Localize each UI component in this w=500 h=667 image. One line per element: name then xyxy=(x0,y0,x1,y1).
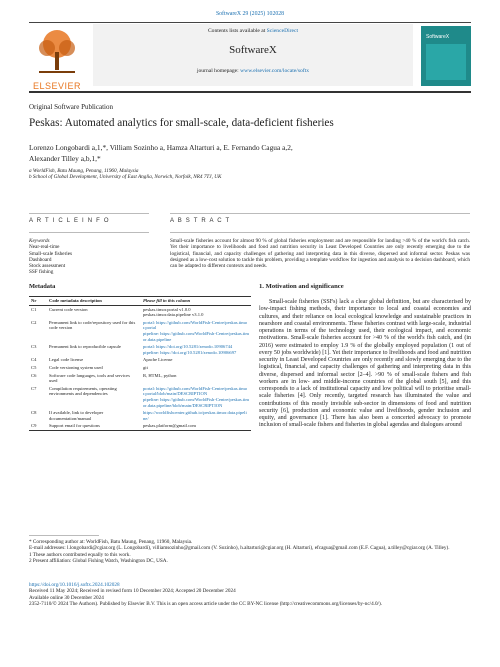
footnote-rule xyxy=(29,535,99,536)
elsevier-logo xyxy=(29,26,85,91)
row-description: Compilation requirements, operating environments and dependencies xyxy=(49,385,117,397)
affiliation-a: a WorldFish, Batu Maung, Penang, 11960, Malaysia xyxy=(29,168,139,174)
row-description: Legal code license xyxy=(49,357,84,363)
footnote-emails[interactable]: E-mail addresses: l.longobardi@cgiar.org (L. Longobardi), villiamsozinho@gmail.com (V. Sozinho), h.altarturi@cgiar.org (H. Altarturi), efcagua@gmail.com (E.F. Cagua), a.tilley@cgiar.org (A. Tilley). xyxy=(29,545,450,552)
row-value: peskas.timor.portal v1.0.0 peskas.timor.data.pipeline v3.1.0 xyxy=(143,306,204,318)
article-info-rule xyxy=(29,213,149,214)
contents-line xyxy=(93,28,413,35)
article-type: Original Software Publication xyxy=(29,103,113,111)
row-value: git xyxy=(143,364,148,370)
footnote-equal-contribution: 1 These authors contributed equally to this work. xyxy=(29,551,131,558)
section-1-body: Small-scale fisheries (SSFs) lack a clear global definition, but are characterised by low-impact fishing methods, their importance to local and coastal economies and cultures, and their reliance on local ecological knowledge and sustainable practices in nearshore and coastal environments. These fisheries contrast with large-scale, industrial operations in terms of the technology used, their ecological impact, and economic motivations. Small-scale fisheries account for >40 % of the world's fish catch, and (in 2016) were estimated to employ 1.9 % of the globally employed population (1 out of every 50 jobs worldwide) [1]. Yet their importance to livelihoods and food and nutrition security in Least Developed Countries are only recently and slowly emerging due to the logistical, financial, and capacity challenges of gathering and interpreting data in this diverse, dispersed and informal sector [2–4]. >90 % of small-scale fishers and fish workers are in low- and middle-income countries of the global south [5], and this corresponds to a lack of institutional capacity and low political will to prioritise small-scale fisheries [4]. Only recently, targeted research has illuminated the value and contributions of this mostly invisible sub-sector in dimensions of food and nutrition security [6], production and economic value and livelihoods, gender inclusion and equity, and governance [1]. There has also been a concerted advocacy to promote inclusion of small-scale fishers and fisheries in global agendas and dialogues around xyxy=(259,299,471,429)
table-row xyxy=(29,356,251,364)
row-nr: C3 xyxy=(31,344,37,350)
cover-title: SoftwareX xyxy=(426,34,450,40)
row-nr: C9 xyxy=(29,422,47,430)
row-description: Permanent link to code/repository used for this code version xyxy=(49,319,136,331)
footnotes xyxy=(29,539,471,564)
row-nr: C4 xyxy=(31,357,37,363)
row-description: Software code languages, tools and services used xyxy=(49,372,130,384)
article-info-rule-2 xyxy=(29,232,149,233)
keyword: Near-real-time xyxy=(29,244,60,251)
journal-cover-image xyxy=(421,26,471,86)
homepage-prefix: journal homepage: xyxy=(196,67,241,74)
table-header-row xyxy=(29,297,251,306)
author-list xyxy=(29,143,469,164)
section-1-heading: 1. Motivation and significance xyxy=(259,283,344,290)
article-info-heading: A R T I C L E I N F O xyxy=(29,218,110,224)
row-description: Code versioning system used xyxy=(49,364,103,370)
doi-link[interactable]: https://doi.org/10.1016/j.softx.2024.102028 xyxy=(29,582,120,588)
keywords-label: Keywords xyxy=(29,238,50,244)
table-row xyxy=(29,409,251,422)
keyword: Stock assessment xyxy=(29,263,66,270)
publisher-name: ELSEVIER xyxy=(32,81,82,91)
row-value: R, HTML, python xyxy=(143,372,177,378)
footnote-present-affiliation: 2 Present affiliation: Global Fishing Watch, Washington DC, USA. xyxy=(29,557,168,564)
row-description: If available, link to developer documentation/manual xyxy=(49,410,104,421)
row-description: Current code version xyxy=(49,306,88,312)
header-top-rule xyxy=(29,22,471,23)
row-value-link[interactable]: portal: https://doi.org/10.5281/zenodo.10906744 pipeline: https://doi.org/10.5281/zenodo.10906697 xyxy=(143,344,237,355)
row-value-link[interactable]: https://worldfishcenter.github.io/peskas.timor.data.pipeline/ xyxy=(143,410,247,421)
table-row xyxy=(29,385,251,409)
row-description: Permanent link to reproducible capsule xyxy=(49,344,121,350)
column-header-description: Code metadata description xyxy=(47,297,141,306)
keyword: Small-scale fisheries xyxy=(29,250,73,257)
contents-prefix: Contents lists available at xyxy=(207,28,267,34)
journal-name: SoftwareX xyxy=(229,43,277,56)
row-nr: C6 xyxy=(31,372,37,378)
sciencedirect-link[interactable]: ScienceDirect xyxy=(266,28,299,34)
license-statement[interactable]: 2352-7110/© 2024 The Authors). Published by Elsevier B.V. This is an open access article under the CC BY-NC license (http://creativecommons.org/licenses/by-nc/4.0/). xyxy=(29,600,383,607)
row-nr: C8 xyxy=(31,410,37,416)
homepage-line xyxy=(93,68,413,75)
row-value-link[interactable]: portal: https://github.com/WorldFish-Centre/peskas.timor.portal/blob/main/DESCRIPTION pipeline: https://github.com/WorldFish-Centre/peskas.timor.data.pipeline/blob/main/DESCRIPTION xyxy=(143,385,249,408)
affiliation-b: b School of Global Development, University of East Anglia, Norwich, Norfolk, NR4 7TJ, UK xyxy=(29,174,222,181)
column-header-nr: Nr xyxy=(29,297,47,306)
row-nr: C2 xyxy=(31,319,37,325)
row-value-link[interactable]: portal: https://github.com/WorldFish-Centre/peskas.timor.portal pipeline: https://github.com/WorldFish-Centre/peskas.timor.data.pipeline xyxy=(143,319,249,342)
table-row xyxy=(29,305,251,319)
keyword: SSF fishing xyxy=(29,269,54,276)
journal-citation[interactable]: SoftwareX 29 (2025) 102028 xyxy=(215,11,285,17)
cover-graphic xyxy=(426,44,466,80)
row-description: Support email for questions xyxy=(47,422,141,430)
authors-line-1[interactable]: Lorenzo Longobardi a,1,*, Villiam Sozinho a, Hamza Altarturi a, E. Fernando Cagua a,2, xyxy=(29,143,293,152)
table-row xyxy=(29,343,251,356)
row-value: peskas.platform@gmail.com xyxy=(141,422,251,430)
article-title: Peskas: Automated analytics for small-scale, data-deficient fisheries xyxy=(29,117,334,129)
authors-line-2[interactable]: Alexander Tilley a,b,1,* xyxy=(29,153,101,163)
column-header-value: Please fill in this column xyxy=(141,297,251,306)
table-row xyxy=(29,422,251,430)
available-online: Available online 30 December 2024 xyxy=(29,594,104,601)
metadata-table-wrap xyxy=(29,296,251,431)
article-history: Received 11 May 2024; Received in revised form 10 December 2024; Accepted 20 December 2024 xyxy=(29,588,236,595)
metadata-heading: Metadata xyxy=(29,283,56,290)
abstract-rule xyxy=(170,213,470,214)
abstract-heading: A B S T R A C T xyxy=(170,218,231,224)
homepage-link[interactable]: www.elsevier.com/locate/softx xyxy=(240,67,310,74)
row-nr: C5 xyxy=(31,364,37,370)
metadata-table xyxy=(29,296,251,431)
abstract-rule-2 xyxy=(170,232,470,233)
row-nr: C1 xyxy=(31,306,37,312)
journal-header-box xyxy=(93,24,413,86)
footnote-corresponding: * Corresponding author at: WorldFish, Batu Maung, Penang, 11960, Malaysia. xyxy=(29,539,193,545)
publication-info xyxy=(29,582,471,607)
table-row xyxy=(29,364,251,372)
abstract-text: Small-scale fisheries account for almost 90 % of global fisheries employment and are responsible for landing >40 % of the world's fish catch. Yet their importance to livelihoods and food and nutrition security in Least Developed Countries are only recently emerging due to the logistical, financial, and capacity challenges of gathering and interpreting data in this diverse, dispersed and informal sector. Peskas was designed as a low-cost solution to tackle this problem, providing a template workflow for ingestion and analysis to a decision dashboard, which can be adapted to different contexts and needs. xyxy=(170,238,470,270)
row-nr: C7 xyxy=(31,385,37,391)
keywords-block xyxy=(29,238,149,276)
row-value: Apache License xyxy=(143,357,173,363)
affiliations xyxy=(29,168,469,181)
header-bottom-rule xyxy=(29,91,471,93)
elsevier-tree-icon xyxy=(29,26,85,76)
keyword: Dashboard xyxy=(29,256,52,263)
table-row xyxy=(29,319,251,343)
table-row xyxy=(29,372,251,385)
